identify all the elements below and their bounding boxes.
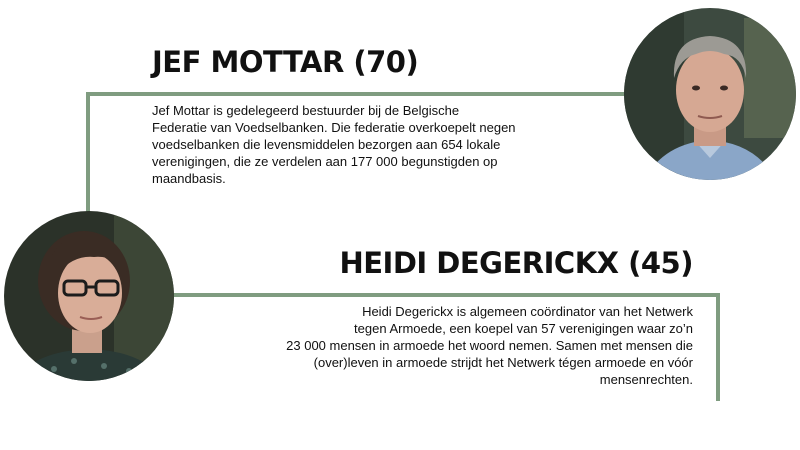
person1-bio-line: voedselbanken die levensmiddelen bezorgen aan 654 lokale (152, 137, 501, 152)
person1-bio-line: verenigingen, die ze verdelen aan 177 000 begunstigden op (152, 154, 498, 169)
person2-bio-line: Heidi Degerickx is algemeen coördinator van het Netwerk (362, 304, 693, 319)
person1-photo (624, 8, 796, 180)
connector-line-bottom-vertical (716, 293, 720, 401)
person2-bio-line: 23 000 mensen in armoede het woord nemen. Samen met mensen die (286, 338, 693, 353)
connector-line-bottom-horizontal (160, 293, 720, 297)
connector-line-top-vertical (86, 92, 90, 218)
person2-bio-line: (over)leven in armoede strijdt het Netwerk tégen armoede en vóór (313, 355, 693, 370)
person2-bio (286, 303, 693, 388)
portrait-man-icon (624, 8, 796, 180)
connector-line-top-horizontal (86, 92, 646, 96)
person2-bio-line: mensenrechten. (599, 372, 693, 387)
person1-name: JEF MOTTAR (70) (152, 45, 419, 79)
person2-name: HEIDI DEGERICKX (45) (339, 246, 693, 280)
person1-bio-line: Jef Mottar is gedelegeerd bestuurder bij de Belgische (152, 103, 460, 118)
person1-bio-line: maandbasis. (152, 171, 226, 186)
person2-bio-line: tegen Armoede, een koepel van 57 verenigingen waar zo’n (354, 321, 693, 336)
person1-bio (152, 102, 516, 187)
person1-bio-line: Federatie van Voedselbanken. Die federatie overkoepelt negen (152, 120, 516, 135)
portrait-woman-icon (4, 211, 174, 381)
person2-photo (4, 211, 174, 381)
